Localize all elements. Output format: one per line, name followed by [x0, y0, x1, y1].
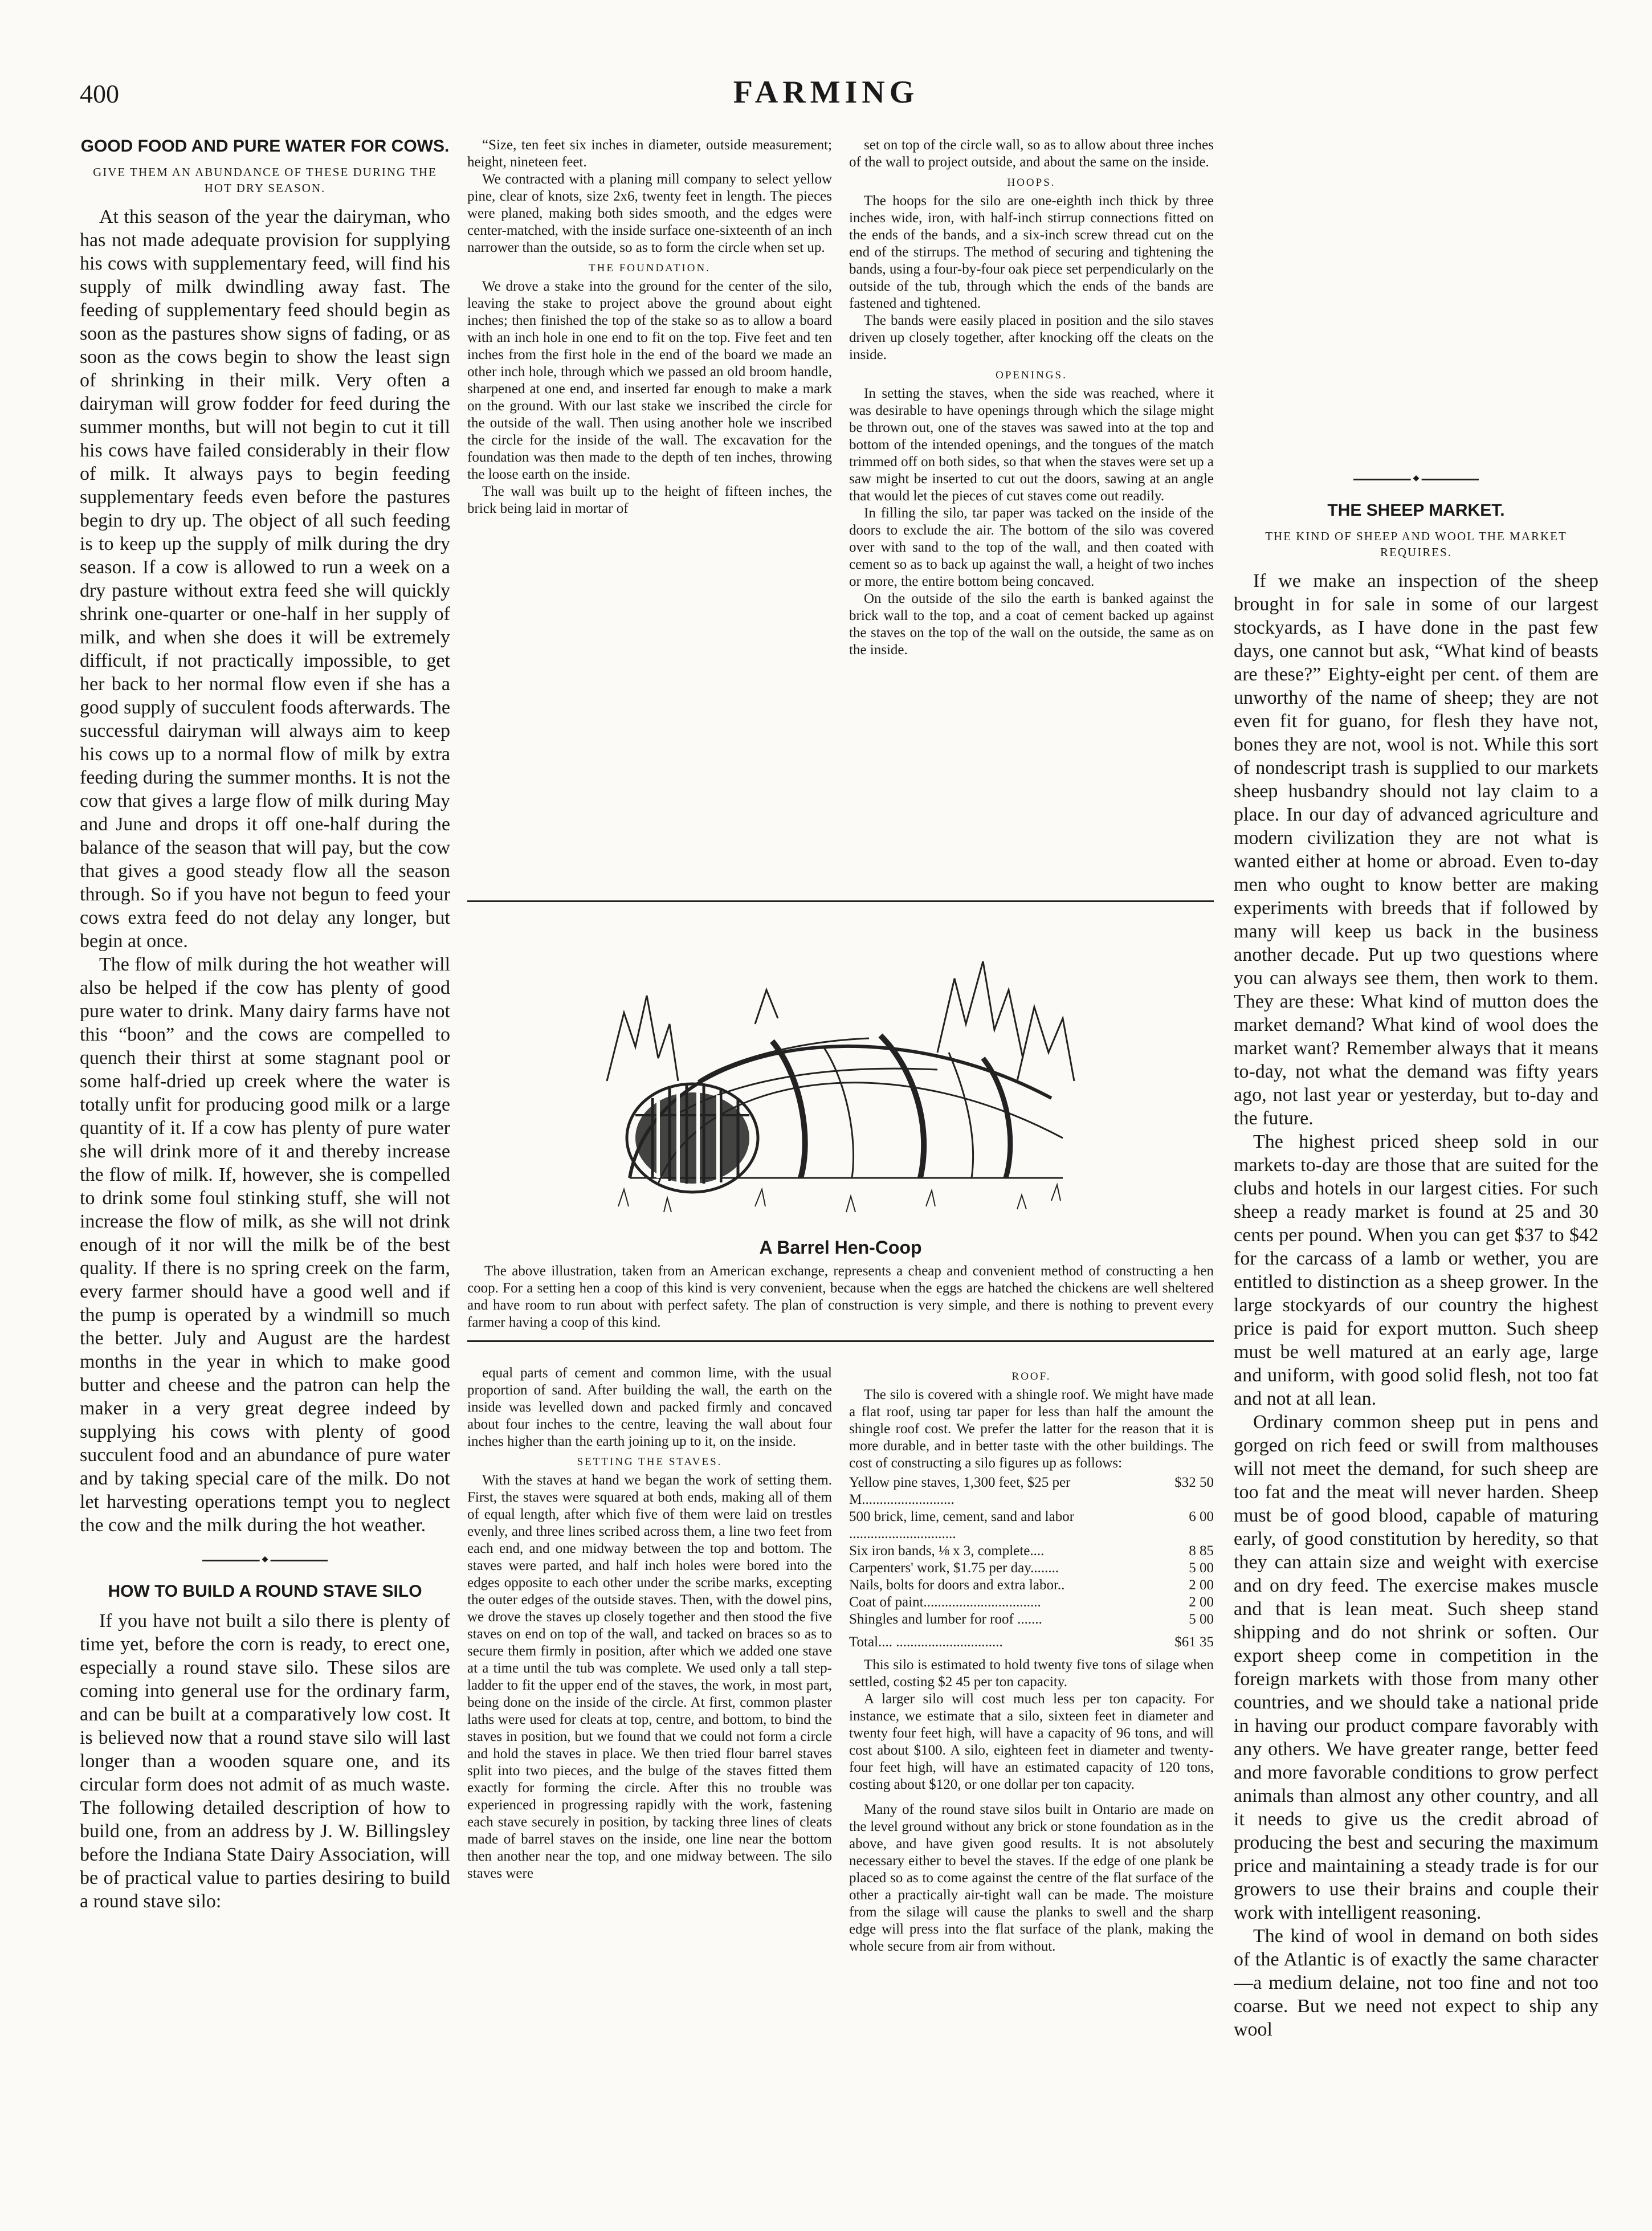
continued-paragraph: equal parts of cement and common lime, with the usual proportion of sand. After building the wall, the earth on the inside was levelled down and packed firmly and concaved about four inches to the centre, leaving the wall about four inches higher than the earth joining up to it, on the inside.: [467, 1365, 832, 1449]
article3-paragraph: Ordinary common sheep put in pens and gorged on rich feed or swill from malthouses will not meet the demand, for such sheep are too fat and the meat will never harden. Sheep must be of good blood, capable of maturing early, of good constitution by heredity, so that they can attain size and weight with exercise and on dry feed. The exercise makes muscle and that is lean meat. Such sheep stand shipping and do not shrink or soften. Our export sheep come in competition in the foreign markets with those from many other countries, and we should take a national pride in having our product compare favorably with any others. We have greater range, better feed and more favorable conditions to grow perfect animals than almost any other country, and all it needs to give us the credit abroad of producing the best and securing the maximum price and maintaining a steady trade is for our growers to use their brains and couple their work with intelligent reasoning.: [1234, 1412, 1598, 1923]
continued-paragraph: set on top of the circle wall, so as to allow about three inches of the wall to project outside, and about the same on the inside.: [849, 137, 1214, 170]
cost-item: 500 brick, lime, cement, sand and labor ..............................: [849, 1509, 1075, 1541]
hoops-heading: HOOPS.: [1007, 177, 1056, 189]
cost-amount: 2 00: [1189, 1577, 1214, 1593]
foundation-heading: THE FOUNDATION.: [589, 262, 711, 274]
article1-paragraph: The flow of milk during the hot weather will also be helped if the cow has plenty of good pure water to drink. Many dairy farms have not this “boon” and the cows are compelled to quench their thirst at some stagnant pool or some half-dried up creek where the water is totally unfit for producing good milk or a large quantity of it. If a cow has plenty of pure water she will drink more of it and thereby increase the flow of milk. If, however, she is compelled to drink some foul stinking stuff, she will not increase the flow of milk, as she will not drink enough of it nor will the milk be of the best quality. If there is no spring creek on the farm, every farmer should have a good well and if the pump is operated by a windmill so much the better. July and August are the hardest months in the year in which to make good butter and cheese and the patron can help the maker in a very great degree indeed by supplying his cows with plenty of good succulent food and an abundance of pure water and by taking special care of the milk. Do not let harvesting operations tempt you to neglect the cow and the milk during the hot weather.: [80, 954, 450, 1536]
article1-paragraph: At this season of the year the dairyman, who has not made adequate provision for supplying his cows with supplementary feed, will find his supply of milk dwindling away fast. The feeding of supplementary feed should begin as soon as the pastures show signs of fading, or as soon as the cows begin to show the least sign of shrinking in their milk. Very often a dairyman will grow fodder for feed during the summer months, but will not begin to cut it till his cows have failed considerably in their flow of milk. It always pays to begin feeding supplementary feeds even before the pastures begin to dry up. The object of all such feeding is to keep up the supply of milk during the dry season. If a cow is allowed to run a week on a dry pasture without extra feed she will quickly shrink one-quarter or one-half in her supply of milk, and when she does it will be extremely difficult, if not practically impossible, to get her back to her normal flow even if she has a good supply of succulent foods afterwards. The successful dairyman will always aim to keep his cows up to a normal flow of milk by extra feeding during the summer months. It is not the cow that gives a large flow of milk during May and June and drops it off one-half during the balance of the season that will pay, but the cow that gives a good steady flow all the season through. So if you have not begun to feed your cows extra feed do not delay any longer, but begin at once.: [80, 206, 450, 952]
hoops-paragraph: The bands were easily placed in position and the silo staves driven up closely together, after knocking off the cleats on the inside.: [849, 313, 1214, 362]
article3-subtitle: THE KIND OF SHEEP AND WOOL THE MARKET REQUIRES.: [1265, 529, 1567, 559]
cost-amount: 8 85: [1189, 1543, 1214, 1559]
column-1: [80, 137, 450, 2200]
cost-amount: 5 00: [1189, 1612, 1214, 1627]
hoops-paragraph: The hoops for the silo are one-eighth inch thick by three inches wide, iron, with half-inch stirrup connections fitted on the ends of the bands, and a six-inch screw thread cut on the end of the stirrups. The method of securing and tightening the bands, using a four-by-four oak piece set perpendicularly on the outside of the tub, through which the ends of the bands are fastened and tightened.: [849, 193, 1214, 311]
cost-item: Nails, bolts for doors and extra labor..: [849, 1577, 1065, 1593]
figure-title: A Barrel Hen-Coop: [759, 1237, 922, 1258]
closing-paragraph: Many of the round stave silos built in Ontario are made on the level ground without any brick or stone foundation as in the above, and have given good results. It is not absolutely necessary either to bevel the staves. If the edge of one plank be placed so as to come against the centre of the flat surface of the other a practically air-tight wall can be made. The moisture from the silage will cause the planks to swell and the sharp edge will press into the flat surface of the plank, making the whole secure from air from without.: [849, 1802, 1214, 1954]
figure-bottom-rule: [467, 1340, 1214, 1342]
article2-title: HOW TO BUILD A ROUND STAVE SILO: [108, 1582, 422, 1601]
total-label: Total.... ..............................: [849, 1634, 1003, 1650]
column-2-top: [467, 137, 832, 883]
total-row: [849, 1628, 1214, 1651]
table-row: [849, 1543, 1214, 1560]
article2-paragraph: If you have not built a silo there is plenty of time yet, before the corn is ready, to erect one, especially a round stave silo. These silos are coming into general use for the ordinary farm, and can be built at a comparatively low cost. It is believed now that a round stave silo will last longer than a wooden square one, and its circular form does not admit of as much waste. The following detailed description of how to build one, from an address by J. W. Billingsley before the Indiana State Dairy Association, will be of practical value to parties desiring to build a round stave silo:: [80, 1610, 450, 1912]
roof-paragraph: The silo is covered with a shingle roof. We might have made a flat roof, using tar paper for less than half the amount the shingle roof cost. We prefer the latter for the reason that it is more durable, and in better taste with the other buildings. The cost of constructing a silo figures up as follows:: [849, 1387, 1214, 1471]
cost-item: Carpenters' work, $1.75 per day........: [849, 1560, 1059, 1576]
hen-coop-figure: [467, 900, 1214, 1351]
cost-amount: 5 00: [1189, 1560, 1214, 1576]
openings-paragraph: In setting the staves, when the side was reached, where it was desirable to have openings through which the silage might be thrown out, one of the staves was sawed into at the top and bottom of the intended openings, and the tongues of the match trimmed off on both sides, so that when the staves were set up a saw might be inserted to cut out the doors, sawing at an angle that would let the pieces of cut staves come out readily.: [849, 386, 1214, 504]
cost-amount: 6 00: [1189, 1509, 1214, 1524]
article3-paragraph: If we make an inspection of the sheep brought in for sale in some of our largest stockyards, as I have done in the past few days, one cannot but ask, “What kind of beasts are these?” Eighty-eight per cent. of them are unworthy of the name of sheep; they are not even fit for guano, for flesh they have not, bones they are not, wool is not. While this sort of nondescript trash is supplied to our markets sheep husbandry should not lay claim to a place. In our day of advanced agriculture and modern civilization they are not what is wanted either at home or abroad. Even to-day men who ought to know better are making experiments with breeds that if followed by many will keep us back in the business another decade. Put up two questions where you can always see them, then work to them. They are these: What kind of mutton does the market demand? What kind of wool does the market want? Remember always that it means to-day, not what the demand was fifty years ago, not last year or yesterday, but to-day and the future.: [1234, 570, 1598, 1129]
quote-paragraph: We contracted with a planing mill company to select yellow pine, clear of knots, size 2x6, twenty feet in length. The pieces were planed, making both sides smooth, and the edges were center-matched, with the inside surface one-sixteenth of an inch narrower than the outside, so as to form the circle when set up.: [467, 172, 832, 255]
table-row: [849, 1474, 1214, 1508]
staves-heading: SETTING THE STAVES.: [577, 1456, 723, 1468]
cost-item: Coat of paint.................................: [849, 1594, 1041, 1610]
cost-item: Yellow pine staves, 1,300 feet, $25 per M..........................: [849, 1475, 1071, 1507]
estimate-paragraph: A larger silo will cost much less per ton capacity. For instance, we estimate that a silo, sixteen feet in diameter and twenty four feet high, will have a capacity of 96 tons, and will cost about $100. A silo, eighteen feet in diameter and twenty-four feet high, will have an estimated capacity of 120 tons, costing about $120, or one dollar per ton capacity.: [849, 1691, 1214, 1792]
table-row: [849, 1611, 1214, 1628]
section-divider: ◆: [1353, 479, 1479, 480]
openings-paragraph: In filling the silo, tar paper was tacked on the inside of the doors to exclude the air. The bottom of the silo was covered over with sand to the top of the wall, and then coated with cement so as to back up against the wall, a height of two inches or more, the entire bottom being concaved.: [849, 505, 1214, 589]
foundation-paragraph: The wall was built up to the height of fifteen inches, the brick being laid in mortar of: [467, 484, 832, 516]
article3-paragraph: The highest priced sheep sold in our markets to-day are those that are suited for the clubs and hotels in our largest cities. For such sheep a ready market is found at 25 and 30 cents per pound. When you can get $37 to $42 for the carcass of a lamb or wether, you are entitled to distinction as a sheep grower. In the large stockyards of our country the highest price is paid for export mutton. Such sheep must be well matured at an early age, large and uniform, with good solid flesh, not too fat and not at all lean.: [1234, 1131, 1598, 1409]
column-4-continuation-space: [1234, 137, 1598, 456]
cost-table: [849, 1474, 1214, 1651]
staves-paragraph: With the staves at hand we began the work of setting them. First, the staves were squared at both ends, making all of them of equal length, after which five of them were laid on trestles evenly, and three lines scribed across them, a line two feet from each end, and one midway between the top and bottom. The staves were parted, and half inch holes were bored into the edges opposite to each other under the scribe marks, excepting the outer edges of the outside staves. Then, with the dowel pins, we drove the staves up closely together and then stood the five staves on end on top of the wall, and tacked on braces so as to secure them firmly in position, after which we added one stave at a time until the tub was complete. We used only a tall step-ladder to fit the upper end of the staves, the work, in most part, being done on the inside of the circle. At first, common plaster laths were used for cleats at top, centre, and bottom, to bind the staves in position, but we found that we could not form a circle and hold the staves in place. We then tried flour barrel staves split into two pieces, and the bulge of the staves fitted them exactly for forming the circle. After this no trouble was experienced in progressing rapidly with the work, fastening each stave securely in position, by tacking three lines of cleats made of barrel staves on the inside, one line near the bottom then another near the top, and one midway between. The silo staves were: [467, 1473, 832, 1881]
article1-subtitle: GIVE THEM AN ABUNDANCE OF THESE DURING THE HOT DRY SEASON.: [93, 165, 437, 195]
cost-amount: $32 50: [1174, 1475, 1214, 1490]
total-amount: $61 35: [1174, 1634, 1214, 1650]
cost-amount: 2 00: [1189, 1594, 1214, 1610]
cost-item: Shingles and lumber for roof .......: [849, 1612, 1042, 1627]
column-4: [1234, 137, 1598, 2200]
table-row: [849, 1594, 1214, 1611]
cost-item: Six iron bands, ⅛ x 3, complete....: [849, 1543, 1045, 1559]
figure-top-rule: [467, 900, 1214, 902]
page-number: 400: [80, 79, 119, 108]
hen-coop-illustration: [584, 910, 1097, 1235]
table-row: [849, 1577, 1214, 1594]
running-head: FARMING: [733, 75, 919, 110]
openings-paragraph: On the outside of the silo the earth is banked against the brick wall to the top, and a coat of cement backed up against the staves on the top of the wall on the outside, the same as on the inside.: [849, 591, 1214, 658]
openings-heading: OPENINGS.: [996, 369, 1067, 381]
column-3-bottom: [849, 1365, 1214, 2200]
roof-heading: ROOF.: [1011, 1371, 1051, 1382]
figure-caption: The above illustration, taken from an American exchange, represents a cheap and convenient method of constructing a hen coop. For a setting hen a coop of this kind is very convenient, because when the eggs are hatched the chickens are well sheltered and have room to run about with perfect safety. The plan of construction is very simple, and there is nothing to prevent every farmer having a coop of this kind.: [467, 1263, 1214, 1330]
column-3-top: [849, 137, 1214, 883]
column-2-bottom: [467, 1365, 832, 2200]
closing-block: [849, 1801, 1214, 1955]
section-divider: ◆: [202, 1560, 328, 1561]
article3-paragraph: The kind of wool in demand on both sides of the Atlantic is of exactly the same character—a medium delaine, not too fine and not too coarse. But we need not expect to ship any wool: [1234, 1926, 1598, 2040]
quote-paragraph: “Size, ten feet six inches in diameter, outside measurement; height, nineteen feet.: [467, 137, 832, 170]
estimate-paragraph: This silo is estimated to hold twenty five tons of silage when settled, costing $2 45 per ton capacity.: [849, 1657, 1214, 1690]
table-row: [849, 1508, 1214, 1543]
article3-title: THE SHEEP MARKET.: [1327, 501, 1505, 520]
foundation-paragraph: We drove a stake into the ground for the center of the silo, leaving the stake to project above the ground about eight inches; then finished the top of the stake so as to allow a board with an inch hole in one end to fit on the top. Five feet and ten inches from the first hole in the end of the board we made an other inch hole, through which we passed an old broom handle, sharpened at one end, and inserted far enough to make a mark on the ground. With our last stake we inscribed the circle for the outside of the wall. Then using another hole we inscribed the circle for the inside of the wall. The excavation for the foundation was then made to the depth of ten inches, throwing the loose earth on the inside.: [467, 279, 832, 482]
article1-title: GOOD FOOD AND PURE WATER FOR COWS.: [80, 137, 450, 156]
table-row: [849, 1560, 1214, 1577]
